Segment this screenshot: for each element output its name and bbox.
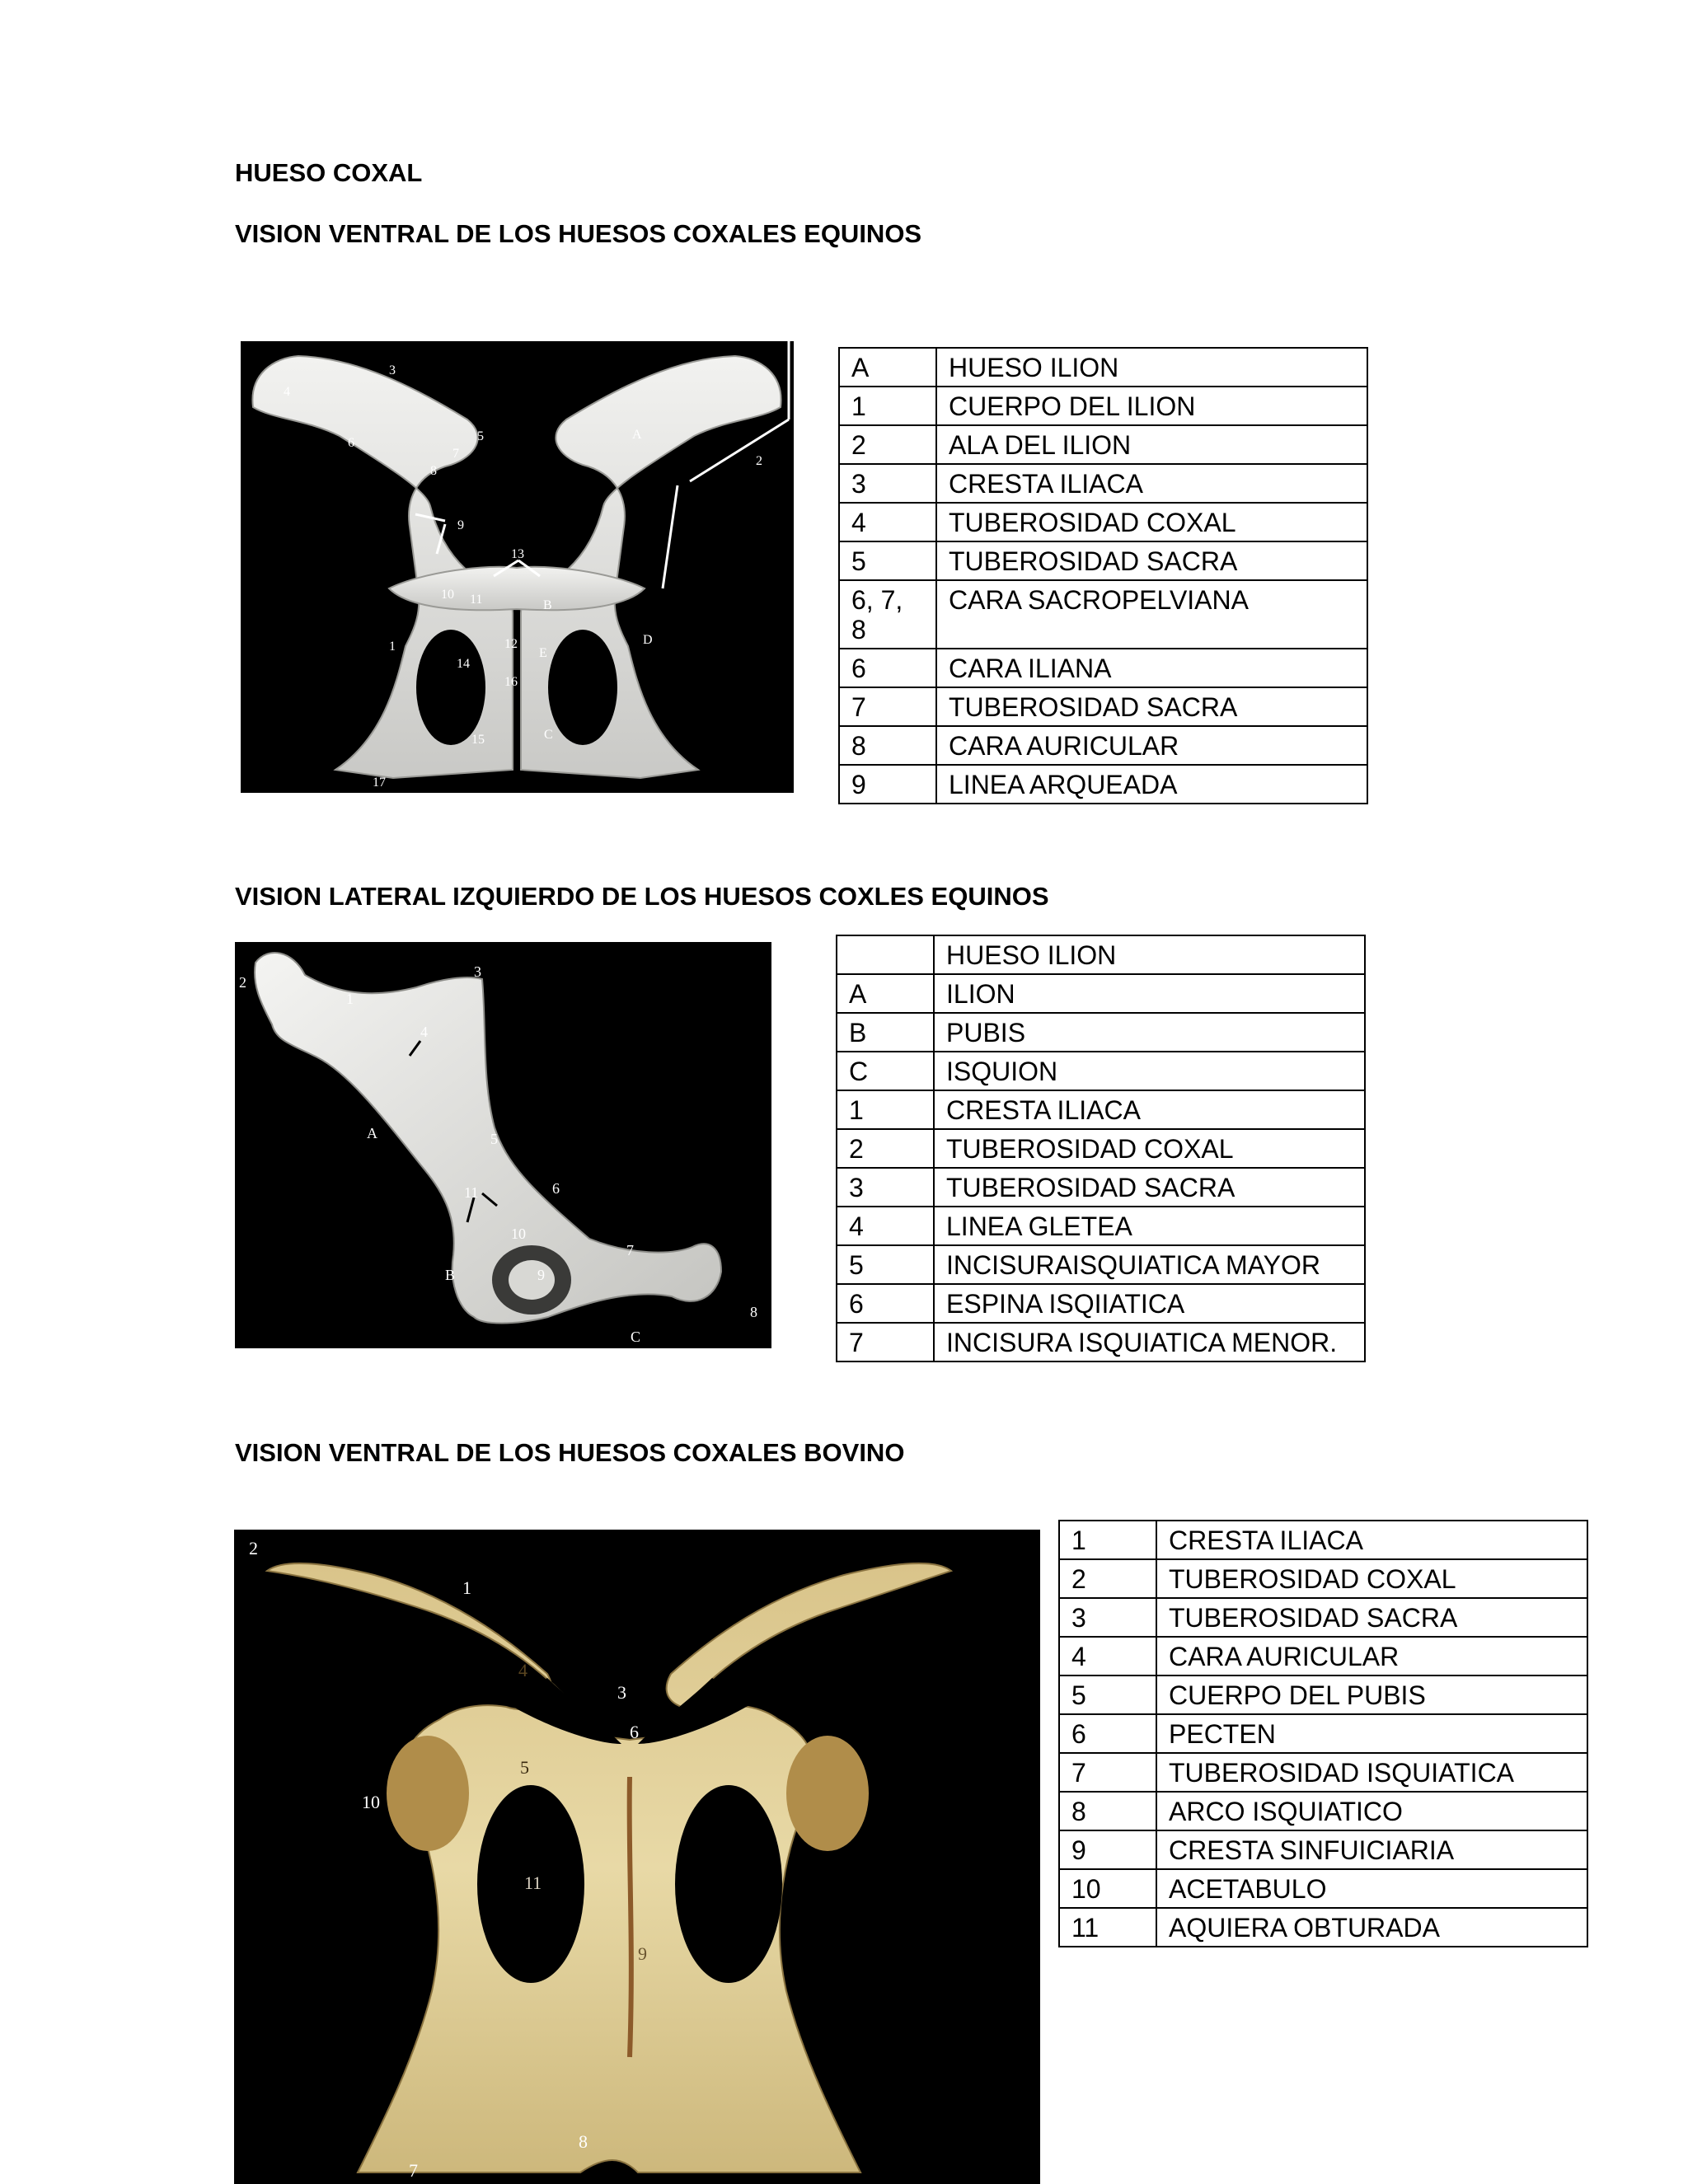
equine-ventral-label-17: 17 [373,776,386,790]
section-heading-equine-ventral: VISION VENTRAL DE LOS HUESOS COXALES EQUINOS [235,219,922,248]
legend-key: 6 [837,1284,934,1323]
table-row [837,1245,1365,1284]
equine-lateral-label-B: B [445,1267,456,1283]
legend-value: LINEA GLETEA [934,1207,1365,1245]
equine-ventral-label-16: 16 [504,675,518,689]
legend-key: C [837,1052,934,1090]
table-row [839,348,1367,387]
legend-value: LINEA ARQUEADA [936,765,1367,804]
legend-value: TUBEROSIDAD SACRA [1156,1598,1587,1637]
equine-pelvis-shape [252,356,781,778]
table-row [837,1013,1365,1052]
table-row [1059,1675,1587,1714]
legend-key: 7 [839,687,936,726]
equine-ventral-label-C: C [544,728,553,742]
equine-lateral-coxal-photo [235,942,771,1348]
legend-value: CUERPO DEL ILION [936,387,1367,425]
table-row [1059,1753,1587,1792]
equine-ventral-label-12: 12 [504,637,518,651]
table-row [839,649,1367,687]
legend-key: 9 [1059,1830,1156,1869]
equine-ventral-label-10: 10 [441,588,454,602]
table-row [837,1168,1365,1207]
legend-key: 5 [1059,1675,1156,1714]
legend-key: 6 [1059,1714,1156,1753]
legend-key: 3 [1059,1598,1156,1637]
legend-key: 4 [839,503,936,541]
legend-value: ESPINA ISQIIATICA [934,1284,1365,1323]
legend-value: AQUIERA OBTURADA [1156,1908,1587,1947]
equine-ventral-label-7: 7 [452,447,459,461]
legend-value: PECTEN [1156,1714,1587,1753]
equine-ventral-label-B: B [543,598,552,612]
legend-value: CARA AURICULAR [1156,1637,1587,1675]
legend-value: ALA DEL ILION [936,425,1367,464]
legend-key: 1 [839,387,936,425]
equine-ventral-label-9: 9 [457,518,464,532]
equine-lateral-label-3: 3 [474,963,481,980]
legend-value: HUESO ILION [936,348,1367,387]
bovine-ventral-label-6: 6 [630,1722,639,1742]
legend-key: 3 [837,1168,934,1207]
legend-key: 8 [839,726,936,765]
table-row [839,503,1367,541]
bovine-ventral-legend-table [1058,1520,1588,1947]
equine-lateral-label-A: A [367,1125,377,1141]
table-row [839,726,1367,765]
bovine-pelvis-shape [267,1563,951,2172]
section-heading-bovine-ventral: VISION VENTRAL DE LOS HUESOS COXALES BOVINO [235,1438,905,1467]
table-row [1059,1521,1587,1559]
legend-value: CRESTA ILIACA [1156,1521,1587,1559]
legend-key: 6, 7, 8 [839,580,936,649]
legend-value: CARA AURICULAR [936,726,1367,765]
legend-value: CUERPO DEL PUBIS [1156,1675,1587,1714]
table-row [839,687,1367,726]
legend-value: INCISURAISQUIATICA MAYOR [934,1245,1365,1284]
table-row [839,387,1367,425]
legend-value: TUBEROSIDAD SACRA [936,687,1367,726]
legend-value: CARA SACROPELVIANA [936,580,1367,649]
equine-ventral-label-8: 8 [430,464,437,478]
equine-ventral-label-11: 11 [470,593,483,607]
equine-ventral-coxal-photo [241,341,794,793]
equine-acetabulum-rim [509,1260,555,1300]
table-row [837,974,1365,1013]
equine-ventral-label-5: 5 [477,429,484,443]
bovine-ventral-illustration [234,1530,1040,2184]
equine-lateral-illustration [235,942,771,1348]
legend-key: A [839,348,936,387]
legend-key [837,935,934,974]
bovine-ventral-label-10: 10 [362,1792,380,1812]
equine-ventral-label-D: D [643,633,653,647]
table-row [837,935,1365,974]
bovine-ventral-label-2: 2 [249,1538,258,1558]
bovine-ventral-label-7: 7 [409,2160,418,2181]
legend-value: TUBEROSIDAD SACRA [936,541,1367,580]
legend-value: ACETABULO [1156,1869,1587,1908]
bovine-ventral-legend-body [1059,1521,1587,1947]
table-row [839,765,1367,804]
table-row [837,1323,1365,1361]
section-heading-equine-lateral: VISION LATERAL IZQUIERDO DE LOS HUESOS COXLES EQUINOS [235,882,1049,911]
equine-lateral-label-5: 5 [490,1131,498,1147]
bovine-ventral-label-9: 9 [638,1943,647,1964]
equine-ventral-label-1: 1 [389,640,396,654]
legend-value: TUBEROSIDAD ISQUIATICA [1156,1753,1587,1792]
legend-key: A [837,974,934,1013]
bovine-symphysis-ridge [630,1777,631,2057]
legend-key: 6 [839,649,936,687]
equine-ventral-label-2: 2 [756,454,762,468]
table-row [839,464,1367,503]
equine-lateral-bone-shape [255,953,721,1324]
legend-value: CRESTA ILIACA [934,1090,1365,1129]
bovine-ventral-label-4: 4 [518,1660,528,1680]
legend-key: 11 [1059,1908,1156,1947]
table-row [837,1284,1365,1323]
legend-key: 2 [839,425,936,464]
bovine-ventral-label-3: 3 [617,1682,626,1703]
table-row [1059,1830,1587,1869]
equine-lateral-label-4: 4 [420,1024,428,1040]
legend-value: PUBIS [934,1013,1365,1052]
equine-ventral-label-6: 6 [348,436,354,450]
legend-value: TUBEROSIDAD COXAL [934,1129,1365,1168]
equine-ventral-label-A: A [632,428,642,442]
legend-key: 2 [1059,1559,1156,1598]
equine-lateral-label-1: 1 [346,991,354,1007]
table-row [1059,1869,1587,1908]
legend-value: TUBEROSIDAD COXAL [936,503,1367,541]
equine-ventral-label-15: 15 [471,733,485,747]
table-row [837,1207,1365,1245]
table-row [839,425,1367,464]
legend-key: 4 [837,1207,934,1245]
equine-lateral-label-6: 6 [552,1180,560,1197]
table-row [1059,1598,1587,1637]
legend-key: 7 [837,1323,934,1361]
legend-key: 1 [1059,1521,1156,1559]
legend-value: HUESO ILION [934,935,1365,974]
equine-ventral-label-13: 13 [511,547,524,561]
legend-value: ARCO ISQUIATICO [1156,1792,1587,1830]
equine-ventral-legend-body [839,348,1367,804]
equine-lateral-label-11: 11 [464,1184,479,1201]
table-row [1059,1908,1587,1947]
table-row [1059,1559,1587,1598]
equine-lateral-label-2: 2 [239,974,246,991]
table-row [1059,1637,1587,1675]
legend-key: 3 [839,464,936,503]
legend-value: TUBEROSIDAD SACRA [934,1168,1365,1207]
bovine-ventral-label-5: 5 [520,1757,529,1778]
legend-key: 9 [839,765,936,804]
equine-lateral-label-C: C [631,1329,641,1345]
table-row [1059,1792,1587,1830]
legend-value: CRESTA ILIACA [936,464,1367,503]
bovine-ventral-label-11: 11 [524,1872,542,1893]
legend-value: CARA ILIANA [936,649,1367,687]
table-row [1059,1714,1587,1753]
table-row [837,1129,1365,1168]
legend-key: 10 [1059,1869,1156,1908]
equine-lateral-label-7: 7 [626,1242,634,1258]
equine-lateral-label-9: 9 [537,1267,545,1283]
table-row [837,1090,1365,1129]
legend-key: 5 [839,541,936,580]
equine-ventral-label-3: 3 [389,363,396,377]
legend-key: 7 [1059,1753,1156,1792]
legend-key: B [837,1013,934,1052]
equine-ventral-label-14: 14 [457,657,470,671]
legend-value: INCISURA ISQUIATICA MENOR. [934,1323,1365,1361]
equine-lateral-legend-table [836,935,1366,1362]
legend-key: 5 [837,1245,934,1284]
bovine-ventral-label-1: 1 [462,1577,471,1598]
table-row [837,1052,1365,1090]
equine-ventral-legend-table [838,347,1368,804]
legend-key: 4 [1059,1637,1156,1675]
legend-value: TUBEROSIDAD COXAL [1156,1559,1587,1598]
legend-value: CRESTA SINFUICIARIA [1156,1830,1587,1869]
table-row [839,541,1367,580]
equine-ventral-label-E: E [539,646,547,660]
page-title: HUESO COXAL [235,158,423,187]
legend-value: ILION [934,974,1365,1013]
bovine-ventral-coxal-photo [234,1530,1040,2184]
equine-lateral-label-8: 8 [750,1304,757,1320]
table-row [839,580,1367,649]
equine-lateral-label-10: 10 [511,1226,526,1242]
equine-ventral-illustration [241,341,794,793]
legend-key: 1 [837,1090,934,1129]
equine-lateral-legend-body [837,935,1365,1361]
bovine-ventral-label-8: 8 [579,2131,588,2152]
legend-key: 2 [837,1129,934,1168]
legend-value: ISQUION [934,1052,1365,1090]
equine-ventral-label-4: 4 [284,385,290,399]
legend-key: 8 [1059,1792,1156,1830]
